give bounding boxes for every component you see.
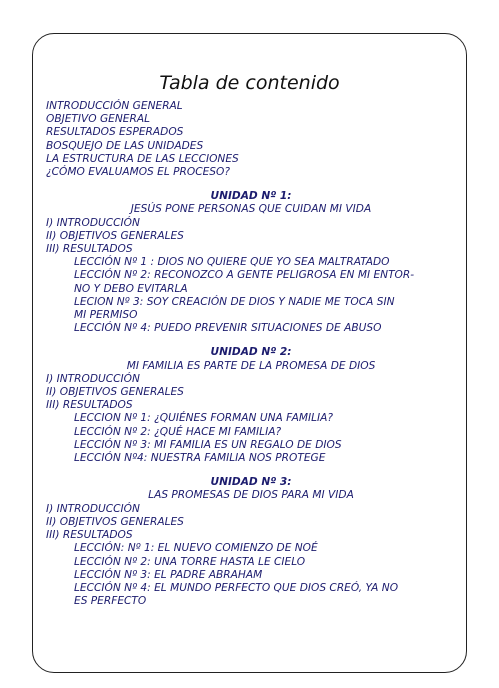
lesson-entry: LECCIÓN Nº 4: PUEDO PREVENIR SITUACIONES DE ABUSO xyxy=(74,322,382,335)
page-title: Tabla de contenido xyxy=(159,72,340,94)
toc-entry: BOSQUEJO DE LAS UNIDADES xyxy=(46,139,204,152)
unit-section: II) OBJETIVOS GENERALES xyxy=(46,386,184,399)
unit-section: I) INTRODUCCIÓN xyxy=(46,216,140,229)
unit-subtitle: MI FAMILIA ES PARTE DE LA PROMESA DE DIOS xyxy=(126,359,376,372)
unit-heading: UNIDAD Nº 2: xyxy=(210,346,292,359)
toc-entry: OBJETIVO GENERAL xyxy=(46,113,151,126)
lesson-entry: LECCIÓN Nº 4: EL MUNDO PERFECTO QUE DIOS CREÓ, YA NO xyxy=(74,581,399,594)
lesson-entry: LECCIÓN Nº 2: ¿QUÉ HACE MI FAMILIA? xyxy=(74,425,282,438)
lesson-entry: LECCIÓN Nº 2: RECONOZCO A GENTE PELIGROSA EN MI ENTOR- xyxy=(74,269,415,282)
unit-section: III) RESULTADOS xyxy=(46,529,133,542)
toc-content xyxy=(46,100,456,608)
toc-entry: INTRODUCCIÓN GENERAL xyxy=(46,100,183,112)
unit-1 xyxy=(46,190,456,335)
lesson-entry: LECCION Nº 1: ¿QUIÉNES FORMAN UNA FAMILIA? xyxy=(74,412,333,425)
intro-list xyxy=(46,100,456,179)
unit-2 xyxy=(46,346,456,465)
unit-section: II) OBJETIVOS GENERALES xyxy=(46,515,184,528)
lesson-entry: LECCIÓN Nº 3: EL PADRE ABRAHAM xyxy=(74,568,263,581)
unit-section: III) RESULTADOS xyxy=(46,243,133,256)
unit-section: III) RESULTADOS xyxy=(46,399,133,412)
toc-entry: LA ESTRUCTURA DE LAS LECCIONES xyxy=(46,152,239,165)
lesson-entry: LECCIÓN Nº 3: MI FAMILIA ES UN REGALO DE DIOS xyxy=(74,438,342,451)
toc-entry: RESULTADOS ESPERADOS xyxy=(46,126,184,139)
unit-section: I) INTRODUCCIÓN xyxy=(46,502,140,515)
unit-heading: UNIDAD Nº 1: xyxy=(210,190,292,203)
lesson-entry: LECCIÓN Nº 2: UNA TORRE HASTA LE CIELO xyxy=(74,555,306,568)
unit-section: I) INTRODUCCIÓN xyxy=(46,372,140,385)
lesson-entry: LECCIÓN: Nº 1: EL NUEVO COMIENZO DE NOÉ xyxy=(74,542,318,555)
unit-subtitle: LAS PROMESAS DE DIOS PARA MI VIDA xyxy=(148,489,354,502)
unit-subtitle: JESÚS PONE PERSONAS QUE CUIDAN MI VIDA xyxy=(130,203,372,216)
lesson-entry: LECCIÓN Nº4: NUESTRA FAMILIA NOS PROTEGE xyxy=(74,452,326,465)
lesson-entry: LECCIÓN Nº 1 : DIOS NO QUIERE QUE YO SEA MALTRATADO xyxy=(74,256,390,269)
unit-section: II) OBJETIVOS GENERALES xyxy=(46,229,184,242)
lesson-entry: ES PERFECTO xyxy=(74,595,147,608)
lesson-entry: NO Y DEBO EVITARLA xyxy=(74,282,188,295)
lesson-entry: MI PERMISO xyxy=(74,309,138,322)
unit-3 xyxy=(46,476,456,608)
lesson-entry: LECION Nº 3: SOY CREACIÓN DE DIOS Y NADIE ME TOCA SIN xyxy=(74,295,395,308)
unit-heading: UNIDAD Nº 3: xyxy=(210,476,292,489)
toc-entry: ¿CÓMO EVALUAMOS EL PROCESO? xyxy=(46,166,230,179)
